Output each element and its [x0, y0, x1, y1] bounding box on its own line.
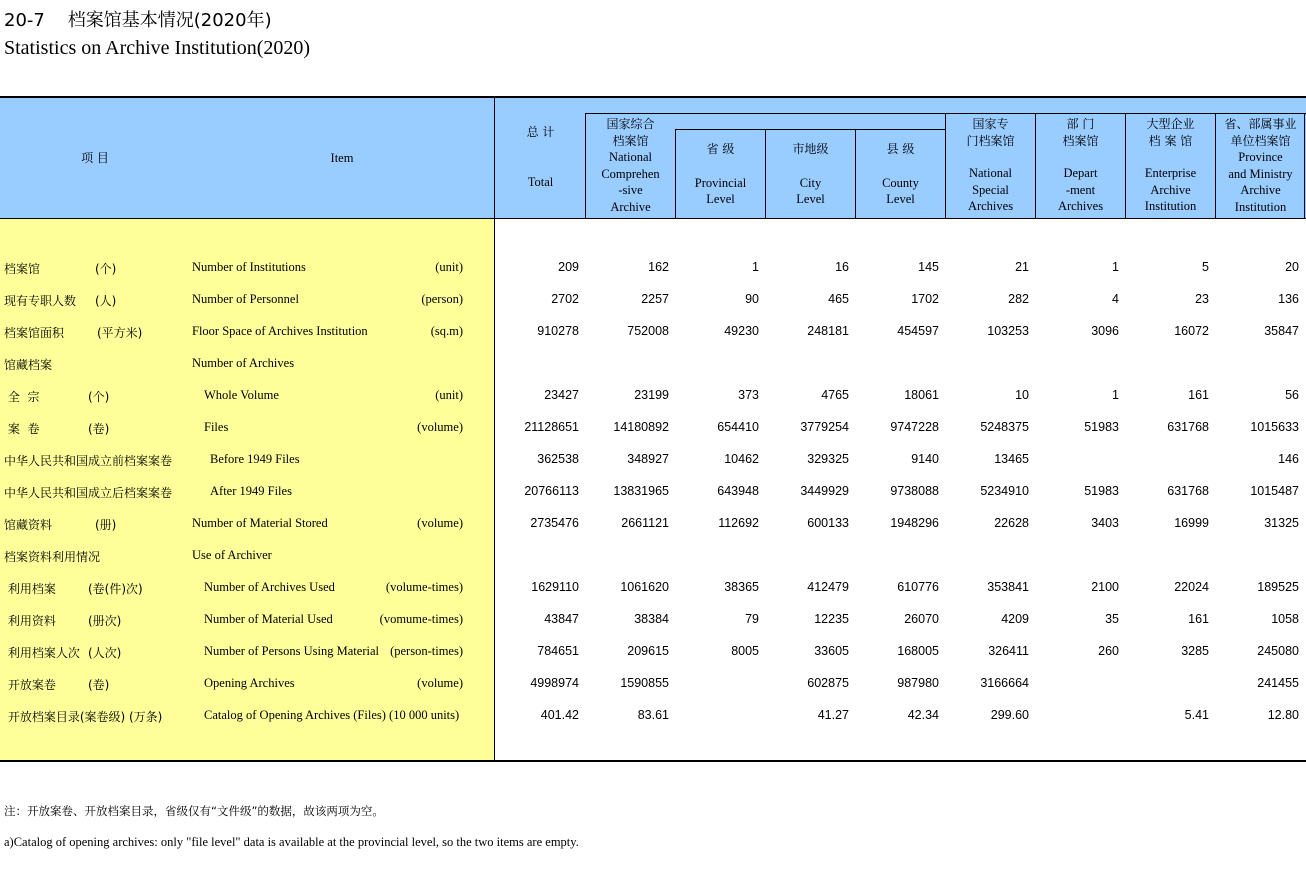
table-row — [0, 384, 1306, 408]
header-national-special: 国家专 门档案馆 National Special Archives — [966, 117, 1015, 213]
row-label-en: Whole Volume — [204, 388, 279, 402]
header-group-subline — [675, 129, 945, 130]
table-cell-value: 51983 — [1084, 420, 1119, 434]
header-enterprise: 大型企业 档 案 馆 Enterprise Archive Institution — [1144, 117, 1197, 213]
table-cell-value: 51983 — [1084, 484, 1119, 498]
table-cell-value: 2661121 — [621, 516, 669, 530]
table-cell-value: 1629110 — [531, 580, 579, 594]
table-cell-value: 326411 — [988, 644, 1029, 658]
table-cell-value: 21 — [1015, 260, 1029, 274]
table-cell-value: 348927 — [627, 452, 669, 466]
table-cell-value: 454597 — [897, 324, 939, 338]
table-row — [0, 512, 1306, 536]
row-unit-cn: (个) — [95, 262, 117, 276]
row-label-en: Number of Archives Used — [204, 580, 335, 594]
table-cell-value: 162 — [648, 260, 669, 274]
table-row — [0, 608, 1306, 632]
row-label-en: Files — [204, 420, 229, 434]
table-cell-value: 631768 — [1167, 484, 1209, 498]
table-cell-value: 23 — [1195, 292, 1209, 306]
table-row — [0, 640, 1306, 664]
table-bottom-border — [0, 760, 1306, 762]
table-cell-value: 373 — [738, 388, 759, 402]
table-cell-value: 9738088 — [890, 484, 939, 498]
table-row — [0, 448, 1306, 472]
table-cell-value: 3449929 — [800, 484, 849, 498]
header-item-cn: 项 目 — [81, 151, 109, 165]
table-cell-value: 10 — [1015, 388, 1029, 402]
table-cell-value: 112692 — [718, 516, 759, 530]
table-cell-value: 145 — [918, 260, 939, 274]
table-cell-value: 21128651 — [524, 420, 579, 434]
row-label-en: Number of Personnel — [192, 292, 299, 306]
table-cell-value: 3166664 — [980, 676, 1029, 690]
row-label-en: Before 1949 Files — [210, 452, 300, 466]
table-row — [0, 256, 1306, 280]
row-label-en: Opening Archives — [204, 676, 295, 690]
table-cell-value: 329325 — [807, 452, 849, 466]
page-title-cn: 20-7 档案馆基本情况(2020年) — [4, 10, 272, 31]
table-cell-value: 136 — [1278, 292, 1299, 306]
table-top-border — [0, 96, 1306, 98]
header-provincial: 省 级 Provincial Level — [694, 142, 747, 206]
header-national-comprehensive: 国家综合 档案馆 National Comprehen -sive Archive — [601, 117, 660, 214]
row-label-cn: 利用资料 — [4, 614, 56, 628]
table-cell-value: 5 — [1202, 260, 1209, 274]
table-cell-value: 987980 — [897, 676, 939, 690]
row-unit-en: (unit) — [435, 388, 463, 402]
table-cell-value: 1015487 — [1250, 484, 1299, 498]
table-cell-value: 1 — [1112, 260, 1119, 274]
table-cell-value: 248181 — [807, 324, 849, 338]
page-title-en: Statistics on Archive Institution(2020) — [4, 37, 311, 59]
table-cell-value: 654410 — [717, 420, 759, 434]
table-cell-value: 189525 — [1257, 580, 1299, 594]
table-cell-value: 3403 — [1091, 516, 1119, 530]
table-row — [0, 480, 1306, 504]
table-cell-value: 353841 — [987, 580, 1029, 594]
table-cell-value: 610776 — [897, 580, 939, 594]
row-label-cn: 档案资料利用情况 — [4, 550, 101, 564]
row-unit-en: (volume) — [417, 420, 463, 434]
header-bottom-border — [0, 218, 1306, 219]
row-label-en: Catalog of Opening Archives (Files) (10 000 units) — [204, 708, 460, 722]
table-cell-value: 209615 — [627, 644, 669, 658]
table-cell-value: 79 — [745, 612, 759, 626]
table-cell-value: 241455 — [1257, 676, 1299, 690]
row-label-en: Number of Material Stored — [192, 516, 328, 530]
table-cell-value: 2702 — [551, 292, 579, 306]
table-cell-value: 31325 — [1264, 516, 1299, 530]
table-cell-value: 465 — [828, 292, 849, 306]
table-cell-value: 362538 — [537, 452, 579, 466]
archive-statistics-table — [0, 96, 1306, 762]
row-label-en: After 1949 Files — [210, 484, 292, 498]
table-cell-value: 1590855 — [620, 676, 669, 690]
table-cell-value: 1015633 — [1250, 420, 1299, 434]
row-label-cn: 开放档案目录(案卷级) (万条) — [4, 710, 163, 724]
row-label-en: Number of Material Used — [204, 612, 333, 626]
table-cell-value: 1061620 — [620, 580, 669, 594]
table-cell-value: 299.60 — [990, 708, 1029, 722]
table-cell-value: 90 — [745, 292, 759, 306]
table-cell-value: 43847 — [544, 612, 579, 626]
row-label-cn: 档案馆面积 — [4, 326, 65, 340]
table-cell-value: 49230 — [724, 324, 759, 338]
table-cell-value: 5.41 — [1184, 708, 1209, 722]
row-label-cn: 案 卷 — [4, 422, 40, 436]
row-label-cn: 档案馆 — [4, 262, 41, 276]
row-label-en: Number of Archives — [192, 356, 295, 370]
row-unit-cn: (人) — [95, 294, 117, 308]
table-cell-value: 600133 — [807, 516, 849, 530]
table-cell-value: 38384 — [634, 612, 669, 626]
row-unit-en: (sq.m) — [430, 324, 463, 338]
row-label-en: Use of Archiver — [192, 548, 272, 562]
row-unit-cn: (卷(件)次) — [88, 582, 143, 596]
table-cell-value: 2257 — [641, 292, 669, 306]
table-cell-value: 56 — [1285, 388, 1299, 402]
row-unit-cn: (卷) — [88, 422, 110, 436]
footnote-en: a)Catalog of opening archives: only "file level" data is available at the provincial level, so the two items are empty. — [4, 835, 579, 849]
table-row — [0, 576, 1306, 600]
row-label-cn: 中华人民共和国成立后档案案卷 — [4, 486, 173, 500]
table-cell-value: 23427 — [544, 388, 579, 402]
row-label-cn: 全 宗 — [4, 390, 40, 404]
table-cell-value: 20766113 — [524, 484, 579, 498]
table-cell-value: 35 — [1105, 612, 1119, 626]
table-cell-value: 784651 — [537, 644, 579, 658]
table-cell-value: 1 — [1112, 388, 1119, 402]
row-unit-cn: (册次) — [88, 614, 122, 628]
table-cell-value: 12235 — [814, 612, 849, 626]
table-cell-value: 1702 — [911, 292, 939, 306]
row-unit-cn: (人次) — [88, 646, 122, 660]
table-cell-value: 35847 — [1264, 324, 1299, 338]
row-label-cn: 中华人民共和国成立前档案案卷 — [4, 454, 173, 468]
footnote-cn: 注：开放案卷、开放档案目录，省级仅有“文件级”的数据，故该两项为空。 — [4, 804, 384, 818]
table-cell-value: 910278 — [537, 324, 579, 338]
row-label-en: Number of Institutions — [192, 260, 306, 274]
table-cell-value: 9140 — [911, 452, 939, 466]
table-cell-value: 2100 — [1091, 580, 1119, 594]
table-cell-value: 1948296 — [890, 516, 939, 530]
table-cell-value: 209 — [558, 260, 579, 274]
table-cell-value: 22628 — [994, 516, 1029, 530]
table-cell-value: 631768 — [1167, 420, 1209, 434]
table-cell-value: 10462 — [724, 452, 759, 466]
table-cell-value: 4765 — [821, 388, 849, 402]
table-row — [0, 544, 1306, 568]
header-province-ministry: 省、部属事业 单位档案馆 Province and Ministry Archive Institution — [1224, 117, 1297, 214]
table-cell-value: 282 — [1008, 292, 1029, 306]
table-cell-value: 245080 — [1257, 644, 1299, 658]
table-cell-value: 146 — [1278, 452, 1299, 466]
table-cell-value: 1 — [752, 260, 759, 274]
table-cell-value: 26070 — [904, 612, 939, 626]
row-unit-en: (volume) — [417, 516, 463, 530]
header-item-en: Item — [330, 151, 354, 165]
row-label-en: Floor Space of Archives Institution — [192, 324, 368, 338]
table-cell-value: 4 — [1112, 292, 1119, 306]
table-row — [0, 416, 1306, 440]
row-unit-cn: (平方米) — [97, 326, 143, 340]
row-unit-en: (volume) — [417, 676, 463, 690]
row-label-cn: 馆藏档案 — [4, 358, 53, 372]
table-cell-value: 401.42 — [540, 708, 579, 722]
header-department: 部 门 档案馆 Depart -ment Archives — [1057, 117, 1104, 213]
table-cell-value: 14180892 — [613, 420, 669, 434]
table-cell-value: 22024 — [1174, 580, 1209, 594]
table-cell-value: 260 — [1098, 644, 1119, 658]
row-label-cn: 现有专职人数 — [4, 294, 77, 308]
table-cell-value: 18061 — [904, 388, 939, 402]
table-cell-value: 16 — [835, 260, 849, 274]
row-unit-en: (unit) — [435, 260, 463, 274]
table-cell-value: 33605 — [814, 644, 849, 658]
table-row — [0, 288, 1306, 312]
table-cell-value: 16072 — [1174, 324, 1209, 338]
table-cell-value: 412479 — [807, 580, 849, 594]
table-cell-value: 2735476 — [530, 516, 579, 530]
table-cell-value: 13465 — [994, 452, 1029, 466]
row-label-cn: 开放案卷 — [4, 678, 56, 692]
row-unit-en: (volume-times) — [385, 580, 463, 594]
row-label-cn: 馆藏资料 — [4, 518, 53, 532]
table-cell-value: 38365 — [724, 580, 759, 594]
header-total: 总 计 Total — [526, 125, 555, 189]
row-label-en: Number of Persons Using Material — [204, 644, 379, 658]
table-cell-value: 103253 — [987, 324, 1029, 338]
header-county: 县 级 County Level — [882, 142, 919, 206]
table-cell-value: 602875 — [807, 676, 849, 690]
table-cell-value: 23199 — [634, 388, 669, 402]
table-cell-value: 3096 — [1091, 324, 1119, 338]
table-cell-value: 1058 — [1271, 612, 1299, 626]
table-row — [0, 352, 1306, 376]
table-cell-value: 161 — [1188, 612, 1209, 626]
row-unit-cn: (个) — [88, 390, 110, 404]
row-unit-en: (person-times) — [390, 644, 463, 658]
row-unit-en: (vomume-times) — [379, 612, 463, 626]
row-unit-cn: (卷) — [88, 678, 110, 692]
row-label-cn: 利用档案人次 — [4, 646, 80, 660]
table-cell-value: 42.34 — [907, 708, 939, 722]
table-cell-value: 5248375 — [980, 420, 1029, 434]
table-cell-value: 4209 — [1001, 612, 1029, 626]
table-cell-value: 16999 — [1174, 516, 1209, 530]
table-cell-value: 5234910 — [980, 484, 1029, 498]
table-cell-value: 41.27 — [817, 708, 849, 722]
table-cell-value: 20 — [1285, 260, 1299, 274]
table-cell-value: 752008 — [627, 324, 669, 338]
table-row — [0, 672, 1306, 696]
table-row — [0, 704, 1306, 728]
row-unit-en: (person) — [421, 292, 463, 306]
header-city: 市地级 City Level — [792, 142, 829, 206]
table-cell-value: 13831965 — [613, 484, 669, 498]
table-cell-value: 12.80 — [1267, 708, 1299, 722]
table-cell-value: 161 — [1188, 388, 1209, 402]
table-cell-value: 168005 — [897, 644, 939, 658]
table-cell-value: 643948 — [717, 484, 759, 498]
table-cell-value: 4998974 — [530, 676, 579, 690]
row-unit-cn: (册) — [95, 518, 117, 532]
table-cell-value: 83.61 — [637, 708, 669, 722]
row-label-cn: 利用档案 — [4, 582, 56, 596]
table-cell-value: 3779254 — [800, 420, 849, 434]
table-cell-value: 9747228 — [890, 420, 939, 434]
table-cell-value: 3285 — [1181, 644, 1209, 658]
table-cell-value: 8005 — [731, 644, 759, 658]
table-row — [0, 320, 1306, 344]
